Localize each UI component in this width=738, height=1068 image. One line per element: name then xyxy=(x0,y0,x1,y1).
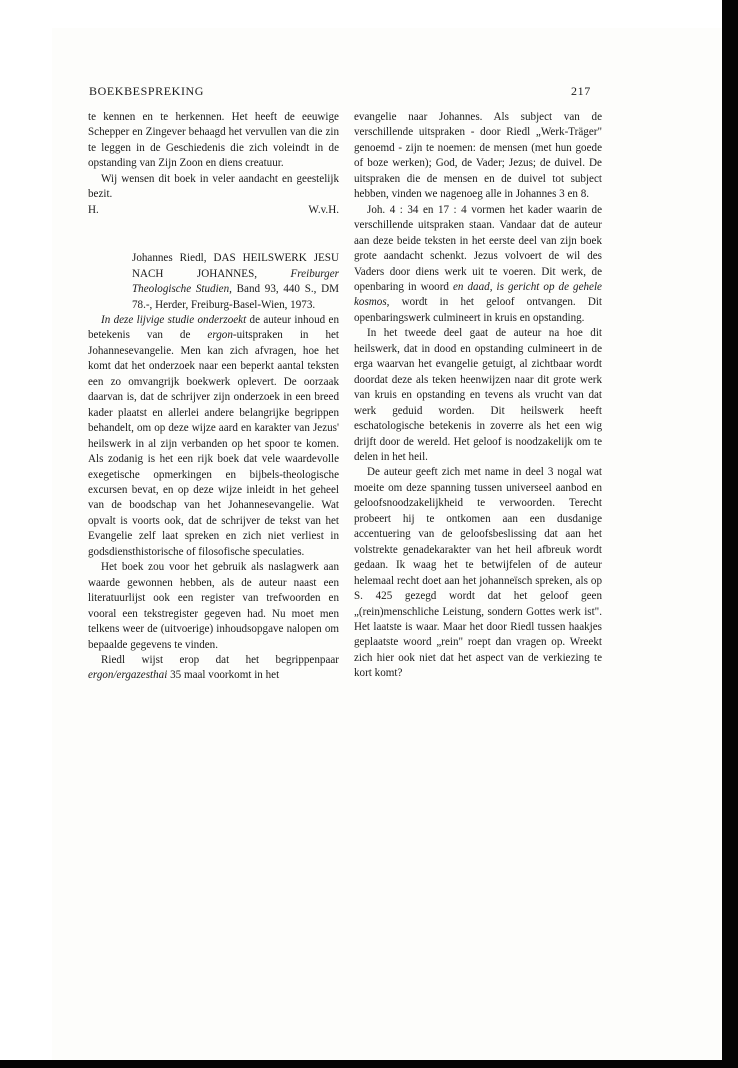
book-citation xyxy=(132,251,339,313)
term-ergon-ergazesthai: ergon/ergazesthai xyxy=(88,669,168,682)
citation-series: Freiburger Theologische Studien, xyxy=(132,267,339,296)
paragraph xyxy=(354,203,602,327)
citation-author-title: Johannes Riedl, DAS HEILSWERK JESU NACH JOHANNES, xyxy=(132,252,339,280)
paragraph xyxy=(88,313,339,560)
page-number: 217 xyxy=(571,84,591,98)
paragraph-italic: en daad, is gericht op de gehele kosmos, xyxy=(354,280,602,309)
paragraph-text: Riedl wijst erop dat het begrippenpaar xyxy=(101,653,339,666)
signature-author: W.v.H. xyxy=(308,203,339,216)
paragraph: In het tweede deel gaat de auteur na hoe dit heilswerk, dat in dood en opstanding culmineert in de erga waarvan het evangelie getuigt, al zichtbaar wordt doordat deze als teken heenwijzen naar dit grote werk van kruis en opstanding en tevens als vrucht van dat werk geduid worden. Dit heilswerk heeft eschatologische betekenis in zoverre als het een wig drijft door de wereld. Het geloof is noodzakelijk om te delen in het heil. xyxy=(354,327,602,463)
running-head-title: BOEKBESPREKING xyxy=(89,84,205,98)
paragraph xyxy=(88,653,339,684)
paragraph-text: de auteur inhoud en betekenis van de xyxy=(88,313,340,342)
paragraph-text: Joh. 4 : 34 en 17 : 4 vormen het kader waarin de verschillende uitspraken staan. Vandaar dat de auteur aan deze beide teksten in het eerste deel van zijn boek grote aandacht schenkt. Jezus volvoert de wil des Vaders door diens werk uit te voeren. Dit werk, de openbaring in woord xyxy=(354,203,602,293)
paragraph: Wij wensen dit boek in veler aandacht en geestelijk bezit. xyxy=(88,172,339,201)
scan-border-right xyxy=(722,0,738,1068)
paragraph-text: 35 maal voorkomt in het xyxy=(170,669,280,682)
paragraph: Het boek zou voor het gebruik als naslagwerk aan waarde gewonnen hebben, als de auteur naast een literatuurlijst ook een register van trefwoorden en vooral een tekstregister gegeven had. Nu moet men telkens weer de (uitvoerige) inhoudsopgave nalopen om bepaalde gegevens te vinden. xyxy=(88,561,339,651)
term-ergon: ergon xyxy=(207,329,233,342)
scan-border-bottom xyxy=(0,1060,738,1068)
right-column xyxy=(354,110,602,682)
paragraph-text: -uitspraken in het Johannesevangelie. Men kan zich afvragen, hoe het komt dat het onderzoek naar een beperkt aantal teksten een zo omvangrijk boekwerk oplevert. De oorzaak daarvan is, dat de schrijver zijn onderzoek in een breed kader plaatst en allerlei andere belangrijke begrippen behandelt, om op deze wijze aard en karakter van Jezus' heilswerk in al zijn verbanden op het spoor te komen. Als zodanig is het een rijk boek dat vele waardevolle exegetische opmerkingen en bijbels-theologische excursen bevat, en op deze wijze inleidt in het geheel van de boodschap van het Johannesevangelie. Wat opvalt is voorts ook, dat de schrijver de tekst van het Evangelie zelf laat spreken en zich niet verliest in godsdiensthistorische of filosofische speculaties. xyxy=(88,329,340,558)
paragraph: evangelie naar Johannes. Als subject van de verschillende uitspraken - door Riedl „Werk-Träger" genoemd - zijn te noemen: de mensen (met hun goede of boze werken); God, de Vader; Jezus; de duivel. De uitspraken die de mensen en de duivel tot subject hebben, vinden we nagenoeg alle in Johannes 3 en 8. xyxy=(354,111,602,201)
paragraph: De auteur geeft zich met name in deel 3 nogal wat moeite om deze spanning tussen universeel aanbod en geloofsnoodzakelijkheid te verwoorden. Terecht probeert hij te ontkomen aan een dusdanige accentuering van de geloofsbeslissing dat aan het volstrekte genadekarakter van het heil afbreuk wordt gedaan. Ik waag het te betwijfelen of de auteur helemaal recht doet aan het johanneïsch spreken, als op S. 425 gezegd wordt dat het geloof geen „(rein)menschliche Leistung, sondern Gottes werk ist". Het laatste is waar. Maar het door Riedl tussen haakjes geplaatste woord „rein" roept dan vragen op. Wreekt zich hier ook niet dat het aspect van de verkiezing te kort komt? xyxy=(354,466,602,680)
signature-initial: H. xyxy=(88,203,99,216)
left-column xyxy=(88,110,339,684)
signature-line xyxy=(88,203,339,218)
paragraph: te kennen en te herkennen. Het heeft de eeuwige Schepper en Zingever behaagd het vervullen van die zin te leggen in de Geschiedenis die zich voleindt in de opstanding van Zijn Zoon en diens creatuur. xyxy=(88,111,339,170)
paragraph-text: wordt in het geloof ontvangen. Dit openbaringswerk culmineert in kruis en opstanding. xyxy=(354,296,602,324)
citation-details: Band 93, 440 S., DM 78.-, Herder, Freiburg-Basel-Wien, 1973. xyxy=(132,283,339,311)
paragraph-italic-opening: In deze lijvige studie onderzoekt xyxy=(101,313,247,326)
